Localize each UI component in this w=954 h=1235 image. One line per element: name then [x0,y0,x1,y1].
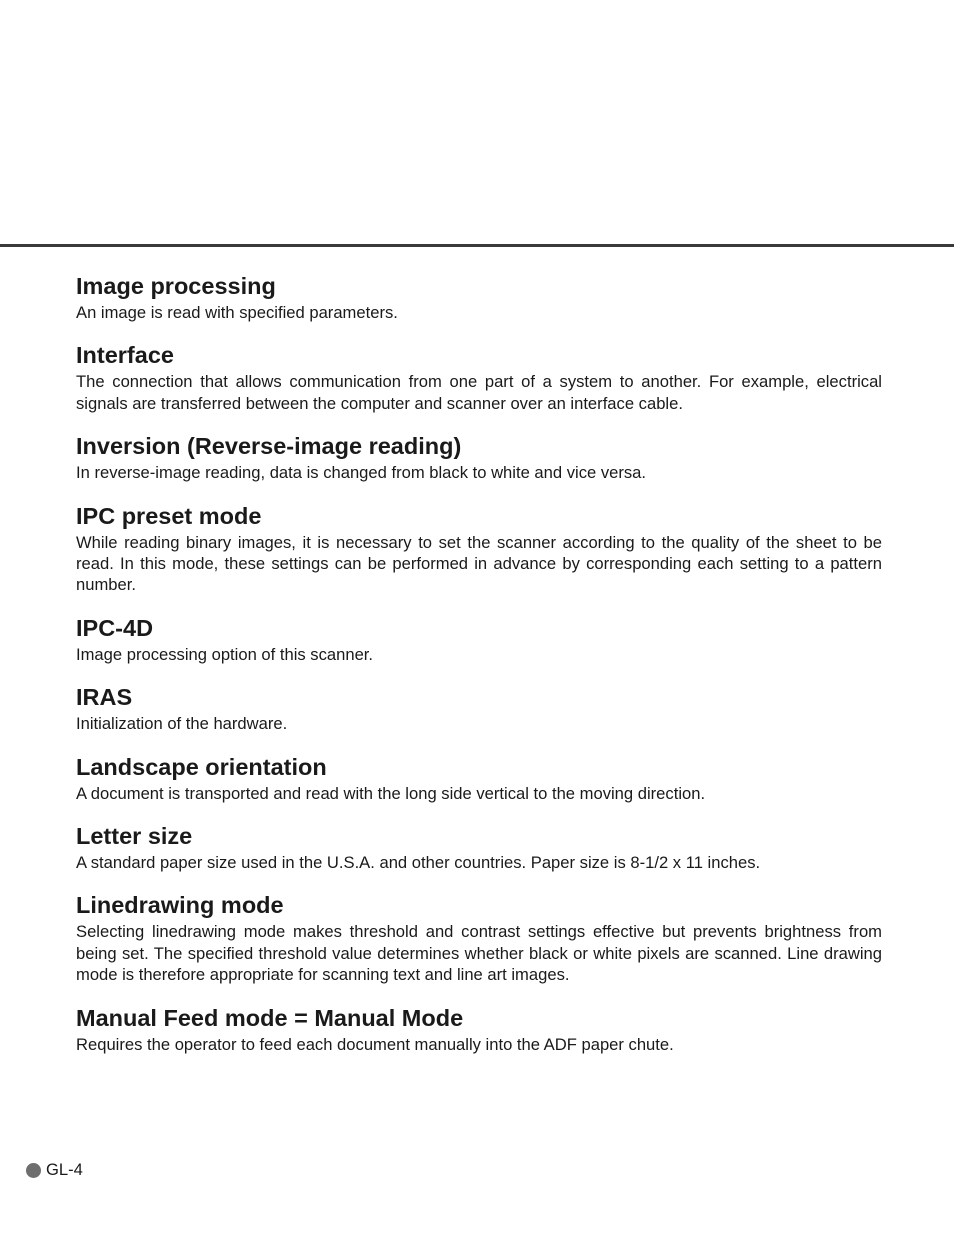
glossary-entry [76,682,882,734]
glossary-entry [76,340,882,414]
header-rule [0,244,954,247]
glossary-definition: A standard paper size used in the U.S.A. and other countries. Paper size is 8-1/2 x 11 inches. [76,853,761,873]
glossary-definition: While reading binary images, it is necessary to set the scanner according to the quality of the sheet to be read. In this mode, these settings can be performed in advance by corresponding each setting to a pattern number. [76,532,882,595]
glossary-term: Linedrawing mode [76,892,284,919]
glossary-term: Manual Feed mode = Manual Mode [76,1004,464,1031]
glossary-entry [76,613,882,665]
glossary-term: IPC preset mode [76,502,262,529]
glossary-definition: An image is read with specified parameters. [76,303,398,322]
glossary-definition: A document is transported and read with the long side vertical to the moving direction. [76,783,706,803]
glossary-term: Letter size [76,823,193,850]
glossary-term: Image processing [76,273,276,299]
glossary-list [76,271,882,1072]
glossary-definition: Requires the operator to feed each document manually into the ADF paper chute. [76,1034,674,1054]
glossary-definition: Image processing option of this scanner. [76,644,374,664]
glossary-term: IRAS [76,684,133,711]
glossary-term: Inversion (Reverse-image reading) [76,433,462,460]
glossary-entry [76,271,882,323]
glossary-entry [76,1003,882,1055]
bullet-icon [26,1163,41,1178]
page-footer [26,1160,83,1180]
glossary-definition: In reverse-image reading, data is changed from black to white and vice versa. [76,463,647,483]
glossary-term: IPC-4D [76,614,154,641]
glossary-entry [76,431,882,483]
glossary-term: Landscape orientation [76,753,327,780]
glossary-definition: The connection that allows communication from one part of a system to another. For example, electrical signals are transferred between the computer and scanner over an interface cable. [76,372,882,413]
glossary-definition: Initialization of the hardware. [76,714,288,734]
glossary-term: Interface [76,342,174,369]
glossary-entry [76,821,882,873]
glossary-entry [76,890,882,985]
glossary-entry [76,752,882,804]
page-number: GL-4 [46,1160,83,1179]
glossary-entry [76,501,882,596]
glossary-definition: Selecting linedrawing mode makes threshold and contrast settings effective but prevents brightness from being set. The specified threshold value determines whether black or white pixels are scanned. Line drawing mode is therefore appropriate for scanning text and line art images. [76,922,882,985]
